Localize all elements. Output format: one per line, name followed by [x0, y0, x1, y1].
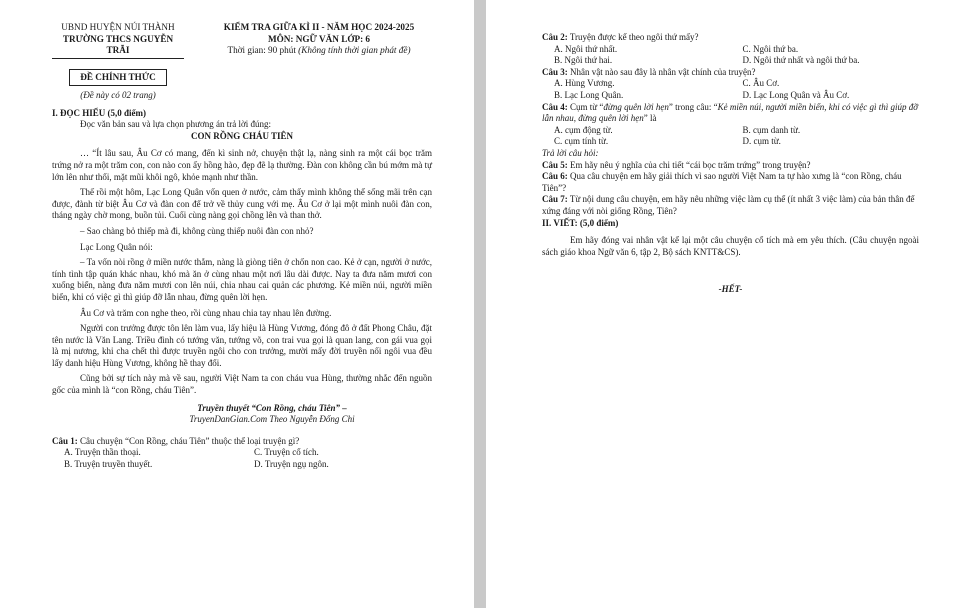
exam-page-1 — [0, 0, 474, 608]
page-gap — [474, 0, 486, 608]
exam-info-block — [206, 22, 432, 86]
option: D. cụm từ. — [742, 136, 781, 147]
question-5: Câu 5: Em hãy nêu ý nghĩa của chi tiết “cái bọc trăm trứng” trong truyện? — [542, 159, 811, 170]
option: B. cụm danh từ. — [742, 124, 801, 135]
exam-page-2 — [486, 0, 961, 608]
option: A. Truyện thần thoại. — [64, 447, 141, 458]
exam-subject: MÔN: NGỮ VĂN LỚP: 6 — [267, 33, 371, 44]
option: B. Lạc Long Quân. — [554, 89, 624, 100]
exam-time: Thời gian: 90 phút (Không tính thời gian phát đề) — [227, 45, 411, 55]
school-block — [52, 22, 184, 86]
story-text — [52, 148, 432, 396]
source-line-1: Truyền thuyết “Con Rồng, cháu Tiên” – — [197, 402, 347, 413]
story-paragraph: – Ta vốn nòi rồng ở miền nước thẳm, nàng là giòng tiên ở chốn non cao. Kẻ ở cạn, người ở nước, tính tình tập quán khác nhau, khó mà ăn ở cùng nhau một nơi lâu dài được. Nay ta đưa năm mươi con xuống biển, nàng đưa năm mươi con lên núi, chia nhau cai quản các phương. Kẻ miền núi, người miền biển, khi có việc gì thì giúp đỡ lẫn nhau, đừng quên lời hẹn. — [52, 257, 432, 302]
story-paragraph: Âu Cơ và trăm con nghe theo, rồi cùng nhau chia tay nhau lên đường. — [80, 307, 332, 318]
option: A. Hùng Vương. — [554, 78, 615, 89]
part2-heading: II. VIẾT: (5,0 điểm) — [542, 217, 619, 228]
question-6: Câu 6: Qua câu chuyện em hãy giải thích vì sao người Việt Nam ta tự hào xưng là “con Rồng, cháu Tiên”? — [542, 171, 902, 193]
question-4-options — [542, 125, 919, 148]
option: A. Ngôi thứ nhất. — [554, 43, 618, 54]
question-3: Câu 3: Nhân vật nào sau đây là nhân vật chính của truyện? A. Hùng Vương. C. Âu Cơ. B. Lạc Long Quân. D. Lạc Long Quân và Âu Cơ. — [542, 67, 919, 102]
story-paragraph: Thế rồi một hôm, Lạc Long Quân vốn quen ở nước, cảm thấy mình không thể sống mãi trên cạn được, đành từ biệt Âu Cơ và đàn con để trở về thủy cung với mẹ. Âu Cơ ở lại một mình nuôi đàn con, tháng ngày chờ mong, buồn tủi. Cuối cùng nàng gọi chồng lên và than thở. — [52, 187, 432, 221]
official-stamp: ĐỀ CHÍNH THỨC — [69, 69, 167, 87]
question-7: Câu 7: Từ nội dung câu chuyện, em hãy nêu những việc làm cụ thể (ít nhất 3 việc làm) của bản thân để xứng đáng với nòi giống Rồng, Tiên? — [542, 194, 915, 216]
option: B. Ngôi thứ hai. — [554, 55, 613, 66]
part1-heading: I. ĐỌC HIỂU (5,0 điểm) — [52, 107, 146, 118]
pages-note: (Đề này có 02 trang) — [80, 90, 156, 100]
question-3-options — [542, 78, 919, 101]
question-4: Câu 4: Cụm từ “đừng quên lời hẹn” trong câu: “Kẻ miền núi, người miền biển, khi có việc gì thì giúp đỡ lẫn nhau, đừng quên lời hẹn” là A. cụm động từ. B. cụm danh từ. C. cụm tính từ. D. cụm từ. — [542, 101, 919, 147]
option: B. Truyện truyền thuyết. — [64, 459, 153, 470]
exam-header — [52, 22, 432, 86]
end-mark: -HẾT- — [718, 284, 743, 295]
dept-name: UBND HUYỆN NÚI THÀNH — [61, 22, 175, 32]
story-paragraph: Cũng bởi sự tích này mà về sau, người Việt Nam ta con cháu vua Hùng, thường nhắc đến nguồn gốc của mình là “con Rồng, cháu Tiên”. — [52, 373, 432, 396]
writing-prompt: Em hãy đóng vai nhân vật kể lại một câu chuyện cổ tích mà em yêu thích. (Câu chuyện ngoài sách giáo khoa Ngữ văn 6, tập 2, Bộ sách KNTT&CS). — [542, 235, 919, 257]
source-line-2: TruyenDanGian.Com Theo Nguyễn Đổng Chi — [189, 414, 355, 425]
option: D. Ngôi thứ nhất và ngôi thứ ba. — [742, 55, 860, 66]
answer-heading: Trả lời câu hỏi: — [542, 147, 599, 158]
story-paragraph: Lạc Long Quân nói: — [80, 241, 153, 252]
question-1: Câu 1: Câu chuyện “Con Rồng, cháu Tiên” thuộc thể loại truyện gì? A. Truyện thần thoại. C. Truyện cổ tích. B. Truyện truyền thuyết. D. Truyện ngụ ngôn. — [52, 436, 432, 471]
story-title: CON RỒNG CHÁU TIÊN — [190, 130, 294, 141]
question-2: Câu 2: Truyện được kể theo ngôi thứ mấy? A. Ngôi thứ nhất. C. Ngôi thứ ba. B. Ngôi thứ hai. D. Ngôi thứ nhất và ngôi thứ ba. — [542, 32, 919, 67]
story-paragraph: Người con trưởng được tôn lên làm vua, lấy hiệu là Hùng Vương, đóng đô ở đất Phong Châu, đặt tên nước là Văn Lang. Triều đình có tướng văn, tướng võ, con trai vua gọi là quan lang, con gái vua gọi là mị nương, khi cha chết thì được truyền ngôi cho con trưởng, mười mấy đời truyền nối ngôi vua đều lấy danh hiệu Hùng Vương, không hề thay đổi. — [52, 323, 432, 368]
option: C. Ngôi thứ ba. — [742, 43, 799, 54]
option: D. Lạc Long Quân và Âu Cơ. — [742, 89, 850, 100]
school-name: TRƯỜNG THCS NGUYỄN TRÃI — [52, 34, 184, 59]
option: C. Âu Cơ. — [742, 78, 780, 89]
reading-instruction: Đọc văn bản sau và lựa chọn phương án trả lời đúng: — [80, 119, 271, 130]
question-1-options — [52, 447, 432, 470]
option: A. cụm động từ. — [554, 124, 613, 135]
story-paragraph: … “Ít lâu sau, Âu Cơ có mang, đến kì sinh nở, chuyện thật lạ, nàng sinh ra một cái bọc trăm trứng nở ra một trăm con, con nào con ấy hồng hào, đẹp đẽ lạ thường. Đàn con không cần bú mớm mà tự lớn lên như thổi, mặt mũi khôi ngô, khỏe mạnh như thần. — [52, 148, 432, 182]
option: C. Truyện cổ tích. — [254, 447, 319, 458]
question-2-options — [542, 44, 919, 67]
option: D. Truyện ngụ ngôn. — [254, 459, 329, 470]
exam-title: KIỂM TRA GIỮA KÌ II - NĂM HỌC 2024-2025 — [223, 22, 415, 32]
story-paragraph: – Sao chàng bỏ thiếp mà đi, không cùng thiếp nuôi đàn con nhỏ? — [80, 225, 314, 236]
option: C. cụm tính từ. — [554, 136, 609, 147]
